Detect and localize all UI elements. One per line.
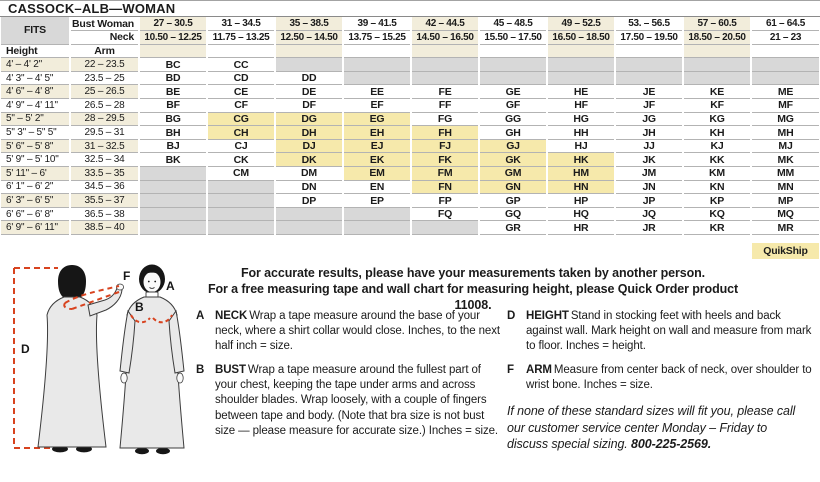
measurement-figure: [2, 259, 194, 459]
size-cell: CM: [207, 167, 275, 181]
size-cell: EM: [343, 167, 411, 181]
size-cell: MP: [751, 194, 819, 208]
instruction-bust: [196, 363, 500, 439]
neck-range-cell: 10.50 – 12.25: [139, 31, 207, 45]
neck-range-cell: 21 – 23: [751, 31, 819, 45]
na-cell: [479, 58, 547, 72]
bust-range-cell: 49 – 52.5: [547, 17, 615, 31]
size-cell: EE: [343, 85, 411, 99]
na-cell: [615, 58, 683, 72]
size-cell: GN: [479, 180, 547, 194]
na-cell: [343, 71, 411, 85]
arm-cell: 25 – 26.5: [70, 85, 139, 99]
na-cell: [139, 194, 207, 208]
size-cell: HG: [547, 112, 615, 126]
quikship-spacer-cell: [1, 243, 751, 259]
bust-range-cell: 31 – 34.5: [207, 17, 275, 31]
size-cell: FK: [411, 153, 479, 167]
size-cell: HP: [547, 194, 615, 208]
intro-text: [190, 265, 756, 313]
instruction-neck: [196, 309, 500, 355]
instructions-right-column: [507, 309, 817, 453]
na-cell: [751, 58, 819, 72]
size-cell: DG: [275, 112, 343, 126]
size-cell: EH: [343, 126, 411, 140]
size-cell: GK: [479, 153, 547, 167]
size-cell: JF: [615, 99, 683, 113]
height-cell: 6' 6" – 6' 8": [1, 207, 70, 221]
size-cell: CK: [207, 153, 275, 167]
neck-range-cell: 13.75 – 15.25: [343, 31, 411, 45]
size-cell: CF: [207, 99, 275, 113]
instruction-term: HEIGHT: [526, 309, 569, 322]
size-cell: HJ: [547, 139, 615, 153]
arm-cell: 23.5 – 25: [70, 71, 139, 85]
measuring-instructions-section: [0, 259, 820, 461]
arm-cell: 29.5 – 31: [70, 126, 139, 140]
size-cell: BC: [139, 58, 207, 72]
size-cell: CD: [207, 71, 275, 85]
arm-cell: 34.5 – 36: [70, 180, 139, 194]
size-cell: MG: [751, 112, 819, 126]
spacer-cell: [1, 235, 819, 243]
instruction-arm: [507, 363, 817, 393]
height-cell: 4' – 4' 2": [1, 58, 70, 72]
size-cell: CE: [207, 85, 275, 99]
height-cell: 5" – 5' 2": [1, 112, 70, 126]
figure-label-bust: B: [135, 299, 144, 314]
header-spacer-cell: [275, 44, 343, 58]
na-cell: [275, 58, 343, 72]
size-cell: CH: [207, 126, 275, 140]
instruction-term: NECK: [215, 309, 248, 322]
size-cell: DE: [275, 85, 343, 99]
size-cell: MQ: [751, 207, 819, 221]
header-spacer-cell: [343, 44, 411, 58]
na-cell: [411, 58, 479, 72]
arm-cell: 22 – 23.5: [70, 58, 139, 72]
size-cell: BG: [139, 112, 207, 126]
size-cell: KE: [683, 85, 751, 99]
instruction-text: Stand in stocking feet with heels and back against wall. Mark height on wall and measure from mark to floor. Inches = height.: [526, 309, 812, 352]
size-cell: BK: [139, 153, 207, 167]
size-cell: JE: [615, 85, 683, 99]
height-cell: 4' 9" – 4' 11": [1, 99, 70, 113]
size-cell: DH: [275, 126, 343, 140]
arm-cell: 32.5 – 34: [70, 153, 139, 167]
size-cell: KH: [683, 126, 751, 140]
sizing-chart-table: [1, 17, 819, 259]
header-spacer-cell: [139, 44, 207, 58]
instruction-text: Measure from center back of neck, over shoulder to wrist bone. Inches = size.: [526, 364, 812, 392]
instruction-text: Wrap a tape measure around the base of your neck, where a shirt collar would close. Inches, to the next half inch = size.: [215, 309, 500, 352]
bust-range-cell: 27 – 30.5: [139, 17, 207, 31]
size-cell: EK: [343, 153, 411, 167]
height-cell: 4' 3" – 4' 5": [1, 71, 70, 85]
size-cell: CG: [207, 112, 275, 126]
bust-range-cell: 53. – 56.5: [615, 17, 683, 31]
size-cell: HM: [547, 167, 615, 181]
height-cell: 6' 1" – 6' 2": [1, 180, 70, 194]
header-spacer-cell: [615, 44, 683, 58]
na-cell: [207, 207, 275, 221]
na-cell: [547, 71, 615, 85]
size-cell: DN: [275, 180, 343, 194]
bust-range-cell: 42 – 44.5: [411, 17, 479, 31]
size-cell: KM: [683, 167, 751, 181]
header-spacer-cell: [411, 44, 479, 58]
size-cell: FJ: [411, 139, 479, 153]
figure-label-neck: A: [166, 278, 175, 293]
size-cell: HE: [547, 85, 615, 99]
customer-service-phone: 800-225-2569.: [631, 436, 712, 451]
neck-range-cell: 15.50 – 17.50: [479, 31, 547, 45]
height-cell: 5" 3" – 5" 5": [1, 126, 70, 140]
size-cell: EG: [343, 112, 411, 126]
instruction-height: [507, 309, 817, 355]
na-cell: [479, 71, 547, 85]
size-cell: JR: [615, 221, 683, 235]
size-cell: GH: [479, 126, 547, 140]
neck-range-cell: 14.50 – 16.50: [411, 31, 479, 45]
page-title: CASSOCK–ALB—WOMAN: [0, 0, 820, 17]
size-cell: DF: [275, 99, 343, 113]
height-column-header: Height: [1, 44, 70, 58]
size-cell: KN: [683, 180, 751, 194]
height-cell: 4' 6" – 4' 8": [1, 85, 70, 99]
na-cell: [207, 194, 275, 208]
size-cell: HH: [547, 126, 615, 140]
bust-range-cell: 61 – 64.5: [751, 17, 819, 31]
size-cell: EJ: [343, 139, 411, 153]
size-cell: BH: [139, 126, 207, 140]
arm-cell: 33.5 – 35: [70, 167, 139, 181]
size-cell: BF: [139, 99, 207, 113]
na-cell: [343, 58, 411, 72]
size-cell: HK: [547, 153, 615, 167]
size-cell: MK: [751, 153, 819, 167]
size-cell: DP: [275, 194, 343, 208]
size-cell: HF: [547, 99, 615, 113]
neck-range-cell: 12.50 – 14.50: [275, 31, 343, 45]
size-cell: FE: [411, 85, 479, 99]
neck-range-cell: 11.75 – 13.25: [207, 31, 275, 45]
size-cell: HN: [547, 180, 615, 194]
intro-line-1: For accurate results, please have your measurements taken by another person.: [240, 265, 706, 280]
bust-range-cell: 35 – 38.5: [275, 17, 343, 31]
instruction-letter: B: [196, 364, 205, 377]
instruction-text: Wrap a tape measure around the fullest part of your chest, keeping the tape under arms and across shoulder blades. Wrap loosely, with a couple of fingers between tape and body. (Note that bra size is not bust size — please measure for accurate size.) Inches = size.: [215, 364, 498, 437]
neck-range-cell: 16.50 – 18.50: [547, 31, 615, 45]
na-cell: [751, 71, 819, 85]
size-cell: DJ: [275, 139, 343, 153]
instruction-term: BUST: [215, 364, 246, 377]
size-cell: EF: [343, 99, 411, 113]
note-text: If none of these standard sizes will fit you, please call our customer service center Monday – Friday to discuss special sizing.: [507, 404, 796, 451]
header-spacer-cell: [479, 44, 547, 58]
size-cell: EN: [343, 180, 411, 194]
size-cell: GP: [479, 194, 547, 208]
header-spacer-cell: [547, 44, 615, 58]
na-cell: [139, 221, 207, 235]
size-cell: JG: [615, 112, 683, 126]
size-cell: KK: [683, 153, 751, 167]
neck-range-cell: 17.50 – 19.50: [615, 31, 683, 45]
na-cell: [139, 207, 207, 221]
intro-line-2: For a free measuring tape and wall chart for measuring height, please Quick Order product 11008.: [207, 281, 739, 312]
special-sizing-note: [507, 403, 807, 452]
size-cell: ME: [751, 85, 819, 99]
arm-cell: 36.5 – 38: [70, 207, 139, 221]
header-spacer-cell: [751, 44, 819, 58]
size-cell: DK: [275, 153, 343, 167]
size-cell: JH: [615, 126, 683, 140]
size-cell: JQ: [615, 207, 683, 221]
na-cell: [615, 71, 683, 85]
na-cell: [343, 207, 411, 221]
arm-column-header: Arm: [70, 44, 139, 58]
size-cell: GG: [479, 112, 547, 126]
na-cell: [343, 221, 411, 235]
size-cell: MN: [751, 180, 819, 194]
height-cell: 5' 9" – 5' 10": [1, 153, 70, 167]
na-cell: [547, 58, 615, 72]
na-cell: [207, 180, 275, 194]
size-cell: MF: [751, 99, 819, 113]
size-cell: FN: [411, 180, 479, 194]
size-cell: BD: [139, 71, 207, 85]
na-cell: [411, 71, 479, 85]
quikship-badge: QuikShip: [751, 243, 819, 259]
size-cell: FP: [411, 194, 479, 208]
height-cell: 5' 6" – 5' 8": [1, 139, 70, 153]
size-cell: JK: [615, 153, 683, 167]
instruction-letter: D: [507, 309, 516, 322]
size-cell: KP: [683, 194, 751, 208]
size-cell: MJ: [751, 139, 819, 153]
size-cell: FH: [411, 126, 479, 140]
size-cell: FG: [411, 112, 479, 126]
size-cell: MM: [751, 167, 819, 181]
size-cell: KJ: [683, 139, 751, 153]
size-cell: GR: [479, 221, 547, 235]
size-cell: HQ: [547, 207, 615, 221]
size-cell: JM: [615, 167, 683, 181]
na-cell: [411, 221, 479, 235]
size-cell: CC: [207, 58, 275, 72]
size-cell: JN: [615, 180, 683, 194]
figure-label-arm: F: [123, 268, 131, 283]
height-cell: 5' 11" – 6': [1, 167, 70, 181]
size-cell: KG: [683, 112, 751, 126]
bust-range-cell: 45 – 48.5: [479, 17, 547, 31]
size-cell: MR: [751, 221, 819, 235]
size-cell: HR: [547, 221, 615, 235]
size-cell: GF: [479, 99, 547, 113]
bust-row-label: Bust Woman: [70, 17, 139, 31]
neck-row-label: Neck: [70, 31, 139, 45]
na-cell: [683, 71, 751, 85]
na-cell: [275, 221, 343, 235]
size-cell: JP: [615, 194, 683, 208]
size-cell: DD: [275, 71, 343, 85]
size-cell: DM: [275, 167, 343, 181]
size-cell: BE: [139, 85, 207, 99]
na-cell: [275, 207, 343, 221]
size-cell: FQ: [411, 207, 479, 221]
arm-cell: 38.5 – 40: [70, 221, 139, 235]
size-cell: EP: [343, 194, 411, 208]
neck-range-cell: 18.50 – 20.50: [683, 31, 751, 45]
arm-cell: 28 – 29.5: [70, 112, 139, 126]
size-cell: GQ: [479, 207, 547, 221]
size-cell: FF: [411, 99, 479, 113]
na-cell: [683, 58, 751, 72]
na-cell: [207, 221, 275, 235]
cassock-figure-illustration: [2, 259, 194, 459]
figure-label-height: D: [21, 341, 30, 356]
height-cell: 6' 9" – 6' 11": [1, 221, 70, 235]
instruction-letter: F: [507, 364, 515, 377]
size-cell: CJ: [207, 139, 275, 153]
size-cell: GJ: [479, 139, 547, 153]
bust-range-cell: 57 – 60.5: [683, 17, 751, 31]
instruction-term: ARM: [526, 364, 552, 377]
bust-range-cell: 39 – 41.5: [343, 17, 411, 31]
na-cell: [139, 167, 207, 181]
arm-cell: 31 – 32.5: [70, 139, 139, 153]
figure-back-view: [38, 265, 124, 452]
header-spacer-cell: [683, 44, 751, 58]
instruction-letter: A: [196, 309, 205, 322]
arm-cell: 26.5 – 28: [70, 99, 139, 113]
size-cell: GE: [479, 85, 547, 99]
size-cell: JJ: [615, 139, 683, 153]
size-cell: BJ: [139, 139, 207, 153]
size-cell: KR: [683, 221, 751, 235]
header-spacer-cell: [207, 44, 275, 58]
size-cell: MH: [751, 126, 819, 140]
height-cell: 6' 3" – 6' 5": [1, 194, 70, 208]
size-cell: KF: [683, 99, 751, 113]
fits-header-cell: FITS: [1, 17, 70, 44]
size-cell: KQ: [683, 207, 751, 221]
size-cell: GM: [479, 167, 547, 181]
size-cell: FM: [411, 167, 479, 181]
na-cell: [139, 180, 207, 194]
arm-cell: 35.5 – 37: [70, 194, 139, 208]
instructions-left-column: [196, 309, 500, 448]
